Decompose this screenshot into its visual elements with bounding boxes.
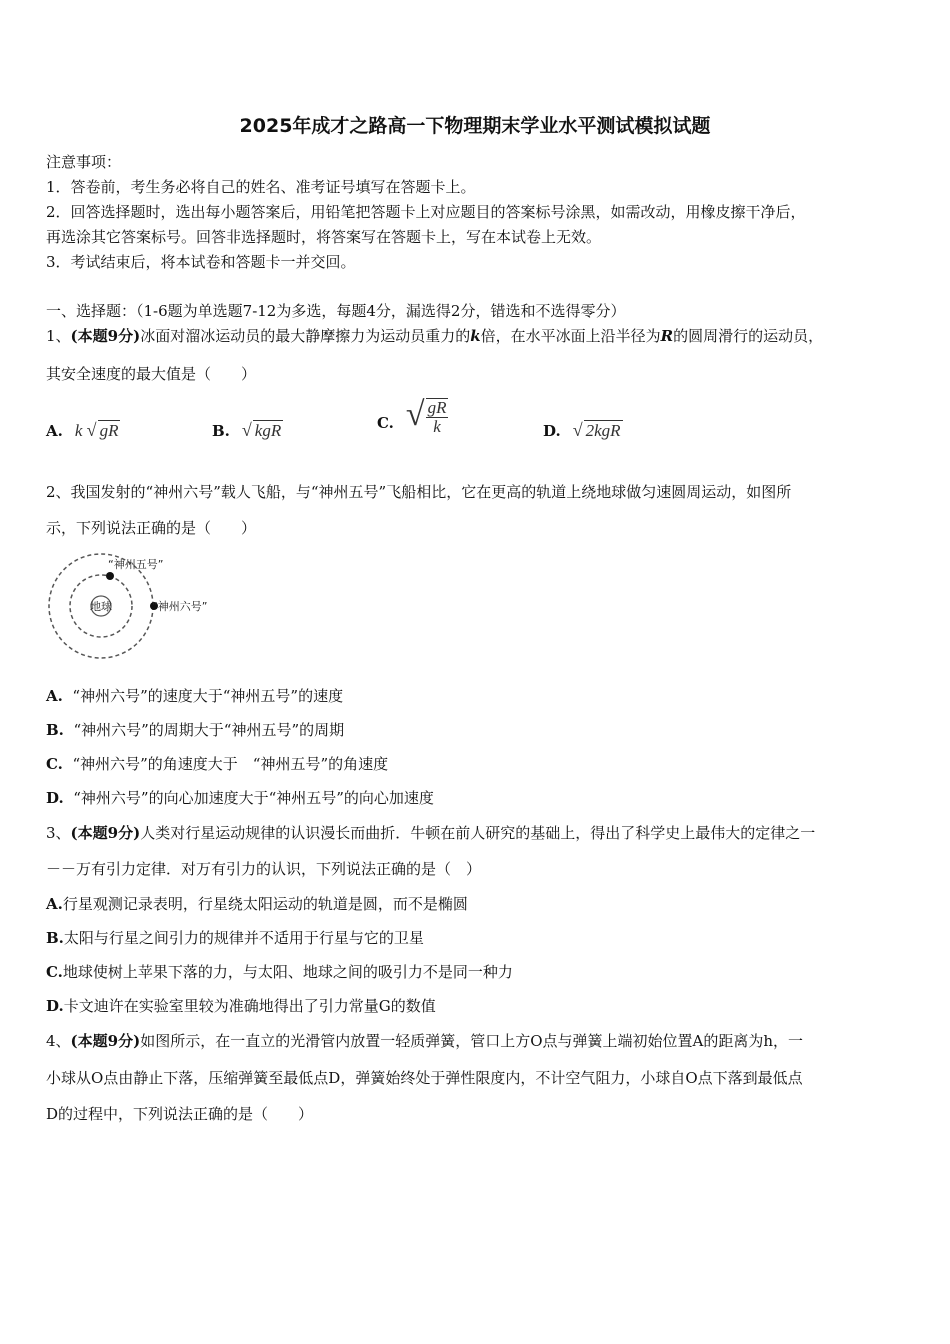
section-heading: 一、选择题：（1-6题为单选题7-12为多选，每题4分，漏选得2分，错选和不选得零分）: [46, 302, 626, 320]
question-score: (本题9分): [70, 327, 141, 345]
option-text: “神州六号”的周期大于“神州五号”的周期: [73, 721, 345, 739]
question-2-stem-cont: 示，下列说法正确的是（ ）: [46, 519, 257, 537]
question-2-stem: 2、我国发射的“神州六号”载人飞船，与“神州五号”飞船相比，它在更高的轨道上绕地球做匀速圆周运动，如图所: [46, 483, 792, 501]
formula: √ $\frac{gR}{k}$: [405, 396, 447, 436]
page-title: 2025年成才之路高一下物理期末学业水平测试模拟试题: [239, 115, 711, 137]
question-1-stem-cont: 其安全速度的最大值是（ ）: [46, 365, 257, 383]
option-label: A.: [46, 421, 63, 440]
option-text: 地球使树上苹果下落的力，与太阳、地球之间的吸引力不是同一种力: [62, 963, 513, 981]
q1-option-a[interactable]: [46, 420, 120, 441]
shenzhou5-label: “神州五号”: [108, 558, 164, 571]
option-label: B.: [46, 721, 64, 739]
q2-option-d[interactable]: [46, 788, 434, 808]
option-label: C.: [377, 414, 394, 432]
question-number: 3、: [46, 824, 71, 842]
shenzhou6-label: “神州六号”: [152, 600, 208, 613]
notice-item: 2．回答选择题时，选出每小题答案后，用铅笔把答题卡上对应题目的答案标号涂黑，如需改动，用橡皮擦干净后，: [46, 203, 806, 221]
question-4-stem: [46, 1031, 803, 1051]
formula: k √ gR: [74, 420, 119, 440]
q3-option-d[interactable]: [46, 996, 436, 1016]
q1-option-c[interactable]: [377, 398, 448, 436]
question-1-stem: [46, 326, 823, 346]
question-text: 的圆周滑行的运动员，: [673, 327, 824, 345]
option-label: B.: [212, 421, 230, 440]
option-text: “神州六号”的速度大于“神州五号”的速度: [72, 687, 344, 705]
q3-option-a[interactable]: [46, 894, 468, 914]
q3-option-b[interactable]: [46, 928, 424, 948]
formula-radicand: kgR: [254, 421, 282, 440]
question-4-stem-cont: 小球从O点由静止下落，压缩弹簧至最低点D，弹簧始终处于弹性限度内，不计空气阻力，小球自O点下落到最低点: [46, 1069, 803, 1087]
option-text: “神州六号”的向心加速度大于“神州五号”的向心加速度: [73, 789, 434, 807]
option-label: D.: [46, 997, 64, 1015]
option-label: C.: [46, 755, 63, 773]
formula: √ 2kgR: [572, 420, 621, 440]
notice-item: 再选涂其它答案标号。回答非选择题时，将答案写在答题卡上，写在本试卷上无效。: [46, 228, 602, 246]
question-3-stem: [46, 823, 815, 843]
question-3-stem-cont: －－万有引力定律．对万有引力的认识，下列说法正确的是（ ）: [46, 860, 482, 878]
q2-option-b[interactable]: [46, 720, 344, 740]
option-text: “神州六号”的角速度大于 “神州五号”的角速度: [72, 755, 389, 773]
formula-numerator: gR: [427, 398, 447, 417]
option-label: B.: [46, 929, 64, 947]
question-text: 人类对行星运动规律的认识漫长而曲折．牛顿在前人研究的基础上，得出了科学史上最伟大的定律之一: [140, 824, 816, 842]
q1-option-b[interactable]: [212, 420, 283, 441]
question-text: 如图所示，在一直立的光滑管内放置一轻质弹簧，管口上方O点与弹簧上端初始位置A的距离为h，一: [140, 1032, 803, 1050]
notice-item: 3．考试结束后，将本试卷和答题卡一并交回。: [46, 253, 356, 271]
q2-option-c[interactable]: [46, 754, 388, 774]
question-score: (本题9分): [70, 824, 141, 842]
question-text: 倍，在水平冰面上沿半径为: [480, 327, 661, 345]
option-label: D.: [46, 789, 64, 807]
formula-radicand: 2kgR: [585, 421, 621, 440]
question-score: (本题9分): [70, 1032, 141, 1050]
orbit-figure: [40, 548, 240, 666]
question-text: 冰面对溜冰运动员的最大静摩擦力为运动员重力的: [140, 327, 471, 345]
option-label: A.: [46, 895, 63, 913]
question-number: 4、: [46, 1032, 71, 1050]
variable-k: k: [470, 327, 481, 345]
q3-option-c[interactable]: [46, 962, 513, 982]
question-number: 1、: [46, 327, 71, 345]
notice-heading: 注意事项：: [46, 153, 122, 171]
option-label: D.: [543, 421, 561, 440]
formula-denominator: k: [433, 417, 441, 436]
formula-radicand: gR: [99, 421, 119, 440]
notice-item: 1．答卷前，考生务必将自己的姓名、准考证号填写在答题卡上。: [46, 178, 476, 196]
option-text: 卡文迪许在实验室里较为准确地得出了引力常量G的数值: [63, 997, 436, 1015]
option-label: C.: [46, 963, 63, 981]
q1-option-d[interactable]: [543, 420, 623, 441]
shenzhou5-dot: [106, 572, 114, 580]
option-label: A.: [46, 687, 63, 705]
formula: √ kgR: [241, 420, 282, 440]
option-text: 太阳与行星之间引力的规律并不适用于行星与它的卫星: [63, 929, 424, 947]
earth-label: 地球: [90, 600, 112, 613]
option-text: 行星观测记录表明，行星绕太阳运动的轨道是圆，而不是椭圆: [62, 895, 468, 913]
question-4-stem-cont: D的过程中，下列说法正确的是（ ）: [46, 1105, 314, 1123]
q2-option-a[interactable]: [46, 686, 343, 706]
variable-R: R: [660, 327, 674, 345]
formula-coef: k: [74, 421, 83, 440]
